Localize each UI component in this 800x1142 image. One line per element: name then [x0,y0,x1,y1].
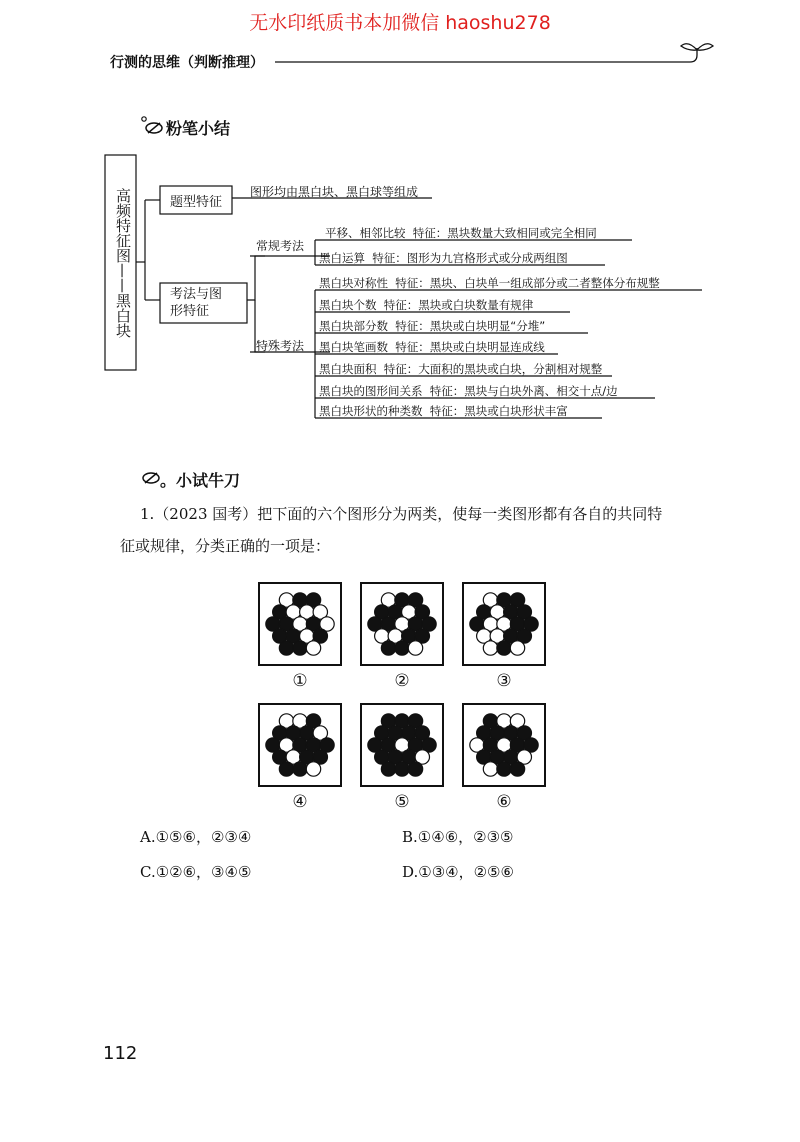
option-letter: D. [402,863,419,881]
regular-method-item: 黑白运算 特征：图形为九宫格形式或分成两组图 [319,251,568,265]
section-title-summary: 粉笔小结 [166,119,231,138]
special-method-item: 黑白块形状的种类数 特征：黑块或白块形状丰富 [319,404,568,418]
black-circle [293,762,307,776]
figure-label: ① [292,671,308,691]
option-text: ①④⑥，②③⑤ [417,828,514,846]
special-method-item: 黑白块个数 特征：黑块或白块数量有规律 [319,298,534,312]
mindmap-root: 高频特征图——黑白块 [114,188,132,338]
black-circle [279,762,293,776]
branch-methods-line: 考法与图 [170,287,223,302]
option-text: ①⑤⑥，②③④ [155,828,252,846]
special-method-item: 黑白块部分数 特征：黑块或白块明显“分堆” [319,319,546,333]
branch-methods-line: 形特征 [170,304,210,319]
option-a[interactable] [140,826,251,847]
question-line-1: 1.（2023 国考）把下面的六个图形分为两类，使每一类图形都有各自的共同特 [140,505,663,523]
regular-method-item: 平移、相邻比较 特征：黑块数量大致相同或完全相同 [325,226,597,240]
watermark: 无水印纸质书本加微信 haoshu278 [249,12,551,34]
special-method-item: 黑白块面积 特征：大面积的黑块或白块，分割相对规整 [319,362,603,376]
option-b[interactable] [402,826,513,847]
special-method-item: 黑白块的图形间关系 特征：黑块与白块外离、相交十点/边 [319,384,618,398]
figure-circles [362,584,442,664]
black-circle [395,762,409,776]
figure-4 [258,703,342,787]
special-method-item: 黑白块笔画数 特征：黑块或白块明显连成线 [319,340,545,354]
option-letter: C. [140,863,156,881]
option-text: ①②⑥，③④⑤ [155,863,252,881]
figure-circles [464,705,544,785]
figure-label: ② [394,671,410,691]
figure-2 [360,582,444,666]
option-letter: B. [402,828,418,846]
figure-6 [462,703,546,787]
black-circle [381,641,395,655]
white-circle [306,762,320,776]
page-number: 112 [103,1043,138,1064]
figure-label: ⑤ [394,792,410,812]
white-circle [483,762,497,776]
figure-circles [464,584,544,664]
option-text: ①③④，②⑤⑥ [418,863,514,881]
white-circle [510,641,524,655]
black-circle [381,762,395,776]
figure-3 [462,582,546,666]
figure-circles [260,584,340,664]
special-method-item: 黑白块对称性 特征：黑块、白块单一组成部分或二者整体分布规整 [319,276,660,290]
question-line-2: 征或规律，分类正确的一项是： [120,537,331,555]
figure-label: ⑥ [496,792,512,812]
black-circle [279,641,293,655]
section-title-practice: 。小试牛刀 [160,471,241,490]
figure-label: ③ [496,671,512,691]
special-methods-label: 特殊考法 [256,339,305,353]
black-circle [497,641,511,655]
option-d[interactable] [402,861,514,882]
black-circle [497,762,511,776]
black-circle [510,762,524,776]
white-circle [306,641,320,655]
black-circle [408,762,422,776]
black-circle [395,641,409,655]
branch-methods [170,286,222,320]
figure-5 [360,703,444,787]
figure-circles [362,705,442,785]
white-circle [483,641,497,655]
option-letter: A. [140,828,156,846]
figure-circles [260,705,340,785]
white-circle [408,641,422,655]
branch-question-type-desc: 图形均由黑白块、黑白球等组成 [250,185,419,199]
regular-methods-label: 常规考法 [256,239,305,253]
black-circle [293,641,307,655]
option-c[interactable] [140,861,251,882]
figure-label: ④ [292,792,308,812]
branch-question-type: 题型特征 [170,195,223,210]
running-header: 行测的思维（判断推理） [110,55,264,71]
figure-1 [258,582,342,666]
